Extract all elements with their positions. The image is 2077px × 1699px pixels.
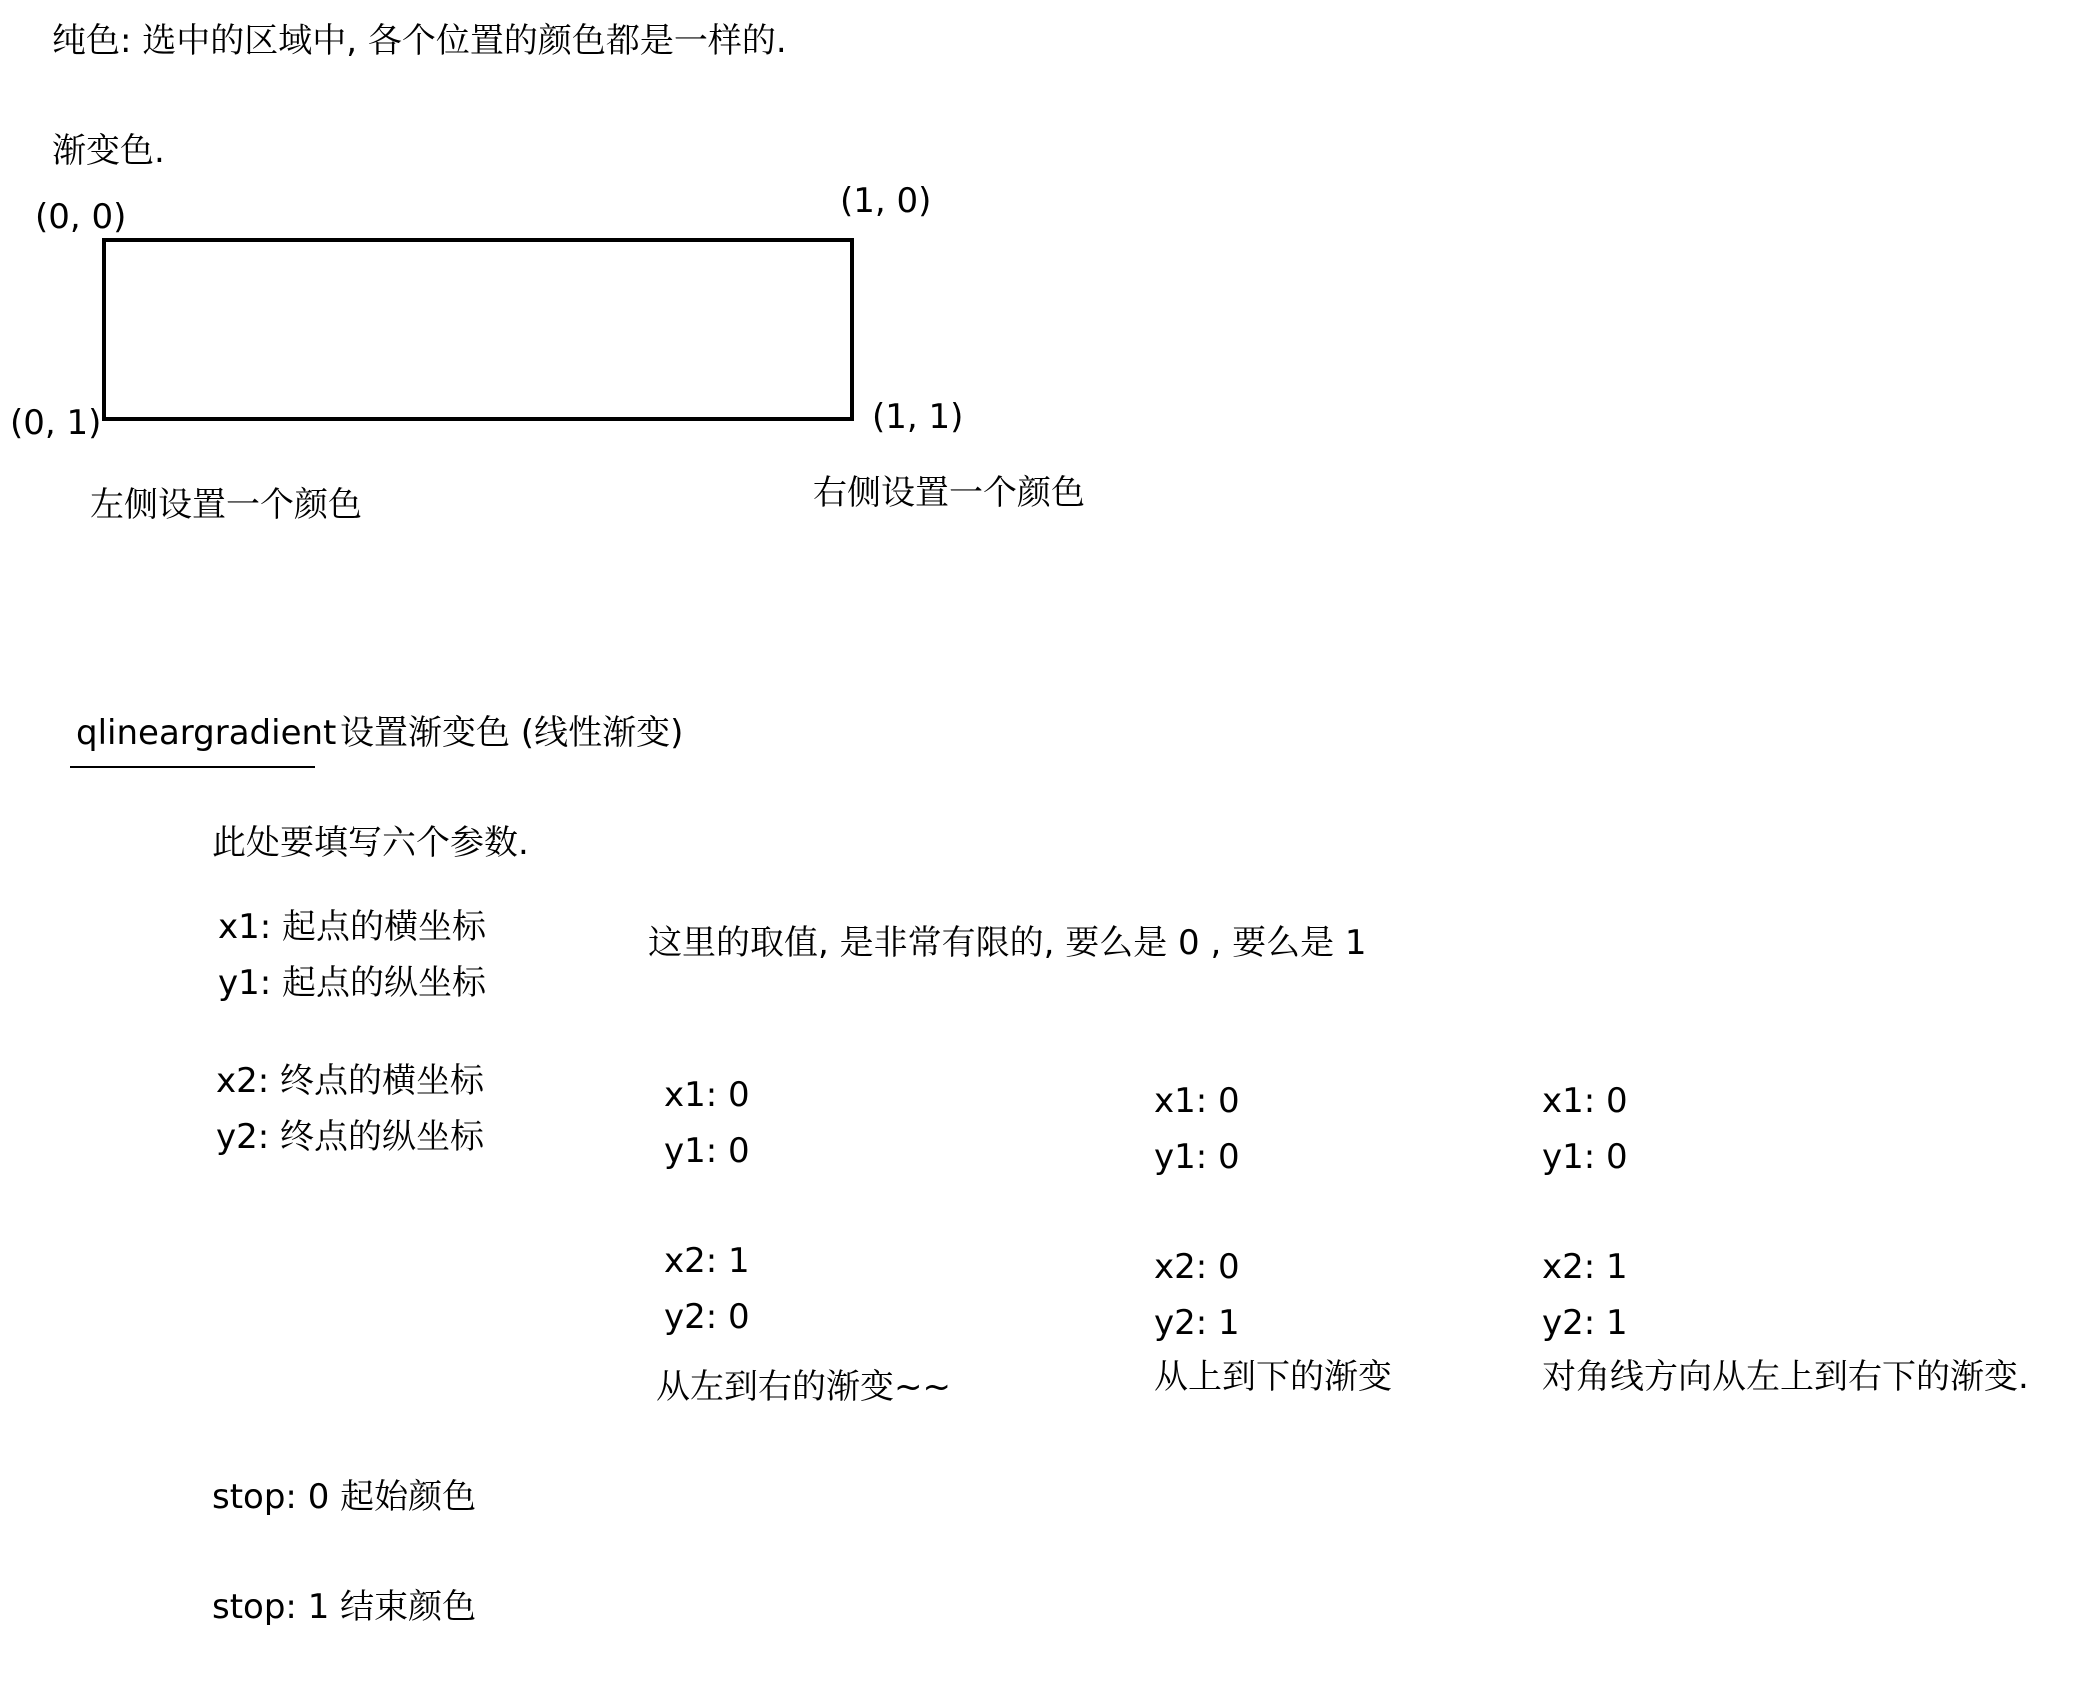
function-description: 设置渐变色 (线性渐变) [340,713,684,753]
example-x2: x2: 1 [1542,1247,1628,1287]
example-x2: x2: 0 [1154,1247,1240,1287]
example-caption: 从上到下的渐变 [1154,1357,1392,1397]
stop-end-note: stop: 1 结束颜色 [212,1587,477,1627]
param-y1: y1: 起点的纵坐标 [218,963,487,1003]
gradient-rectangle [102,238,854,421]
example-y1: y1: 0 [1154,1137,1240,1177]
param-x1: x1: 起点的横坐标 [218,907,487,947]
right-color-caption: 右侧设置一个颜色 [813,473,1085,513]
param-x2: x2: 终点的横坐标 [216,1061,485,1101]
corner-top-right-label: (1, 0) [840,181,932,221]
stop-start-note: stop: 0 起始颜色 [212,1477,477,1517]
params-intro: 此处要填写六个参数. [212,823,529,863]
corner-bottom-right-label: (1, 1) [872,397,964,437]
value-range-note: 这里的取值, 是非常有限的, 要么是 0 , 要么是 1 [648,923,1367,963]
corner-bottom-left-label: (0, 1) [10,403,102,443]
example-caption: 对角线方向从左上到右下的渐变. [1542,1357,2029,1397]
example-x1: x1: 0 [1154,1081,1240,1121]
corner-top-left-label: (0, 0) [35,197,127,237]
function-name-underline [70,766,315,768]
example-y2: y2: 1 [1154,1303,1240,1343]
example-y1: y1: 0 [664,1131,750,1171]
left-color-caption: 左侧设置一个颜色 [90,485,362,525]
example-y1: y1: 0 [1542,1137,1628,1177]
function-name: qlineargradient [76,713,337,753]
gradient-color-heading: 渐变色. [52,131,165,171]
param-y2: y2: 终点的纵坐标 [216,1117,485,1157]
example-caption: 从左到右的渐变~~ [656,1367,951,1407]
example-y2: y2: 1 [1542,1303,1628,1343]
example-x2: x2: 1 [664,1241,750,1281]
example-y2: y2: 0 [664,1297,750,1337]
example-x1: x1: 0 [1542,1081,1628,1121]
example-x1: x1: 0 [664,1075,750,1115]
solid-color-note: 纯色: 选中的区域中, 各个位置的颜色都是一样的. [52,21,787,61]
